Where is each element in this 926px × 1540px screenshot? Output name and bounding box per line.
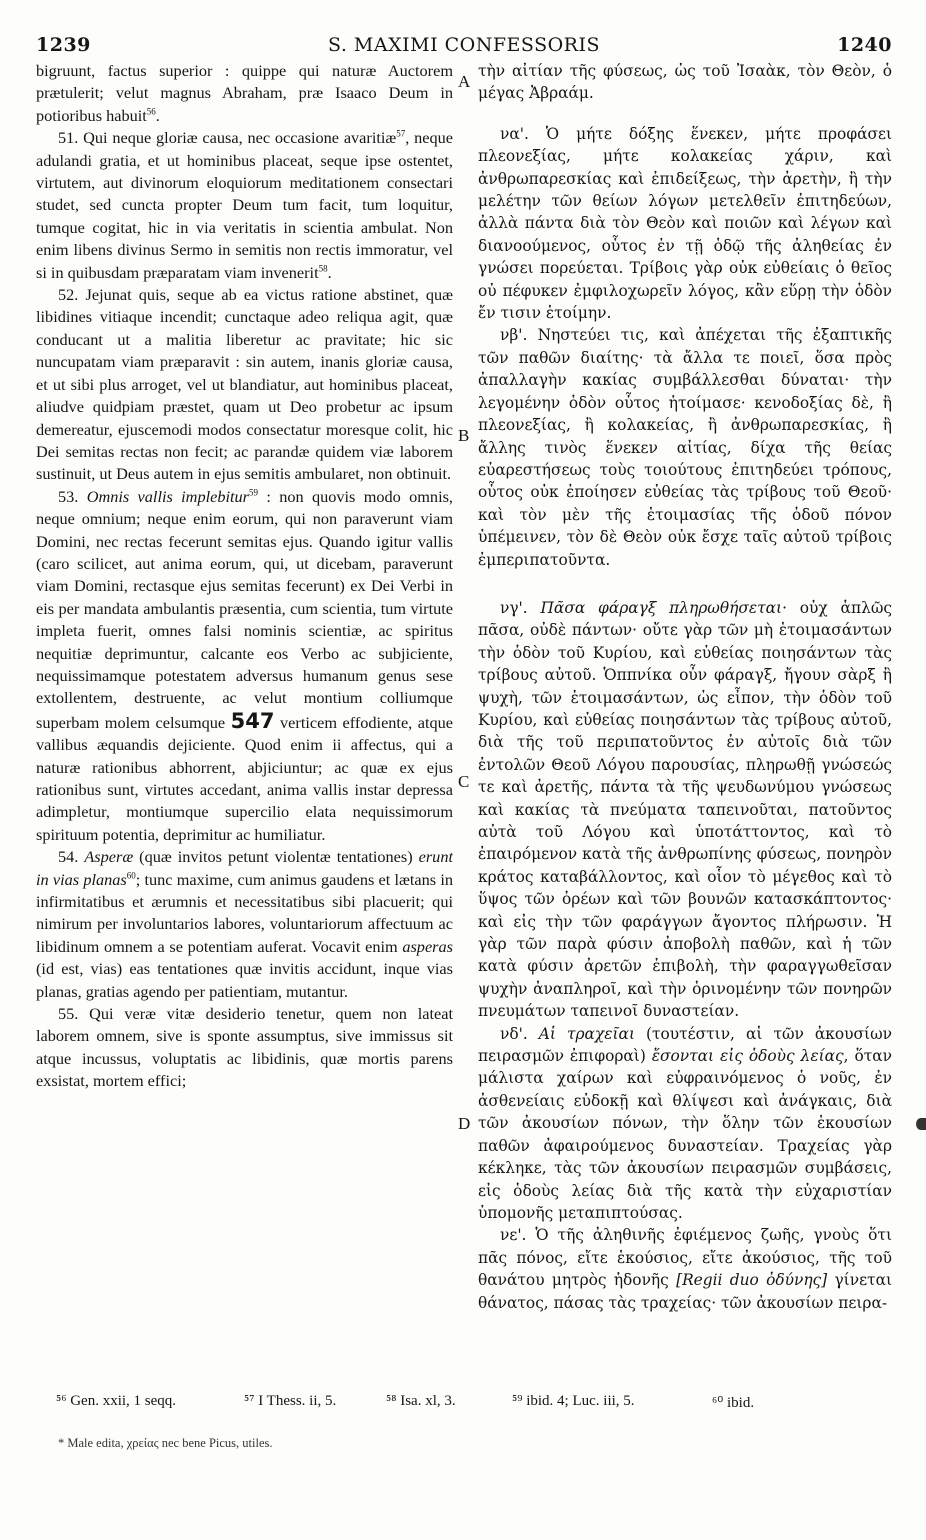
latin-column — [36, 60, 453, 1380]
latin-paragraph-51: 51. Qui neque gloriæ causa, nec occasione avaritiæ$^{57}$, neque adulandi gratia, et ut hominibus placeat, seque ipse ostentet, virtutem, aut divinorum eloquiorum meditationem consectari studet, sed cuncta propter Deum tum facit, tum loquitur, tumque cogitat, hic in via veritatis in scientia ambulat. Non enim libens divinus Sermo in semitis non rectis immoratur, vel si in quibusdam præparatam viam invenerit$^{58}$. — [36, 128, 453, 282]
greek-paragraph-51: να'. Ὁ μήτε δόξης ἕνεκεν, μήτε προφάσει πλεονεξίας, μήτε κολακείας χάριν, καὶ ἀνθρωπαρεσκίας καὶ ἐπιδείξεως, τὴν ἀρετὴν, ἢ τὴν μελέτην τῶν θείων λόγων μετελθεῖν ἐπιτηδεύων, ἀλλὰ πάντα διὰ τὸν Θεὸν καὶ ποιῶν καὶ λέγων καὶ διανοούμενος, οὗτος ἐν τῇ ὁδῷ τῆς ἀληθείας ἐν γνώσει πορεύεται. Τρίβοις γὰρ οὐκ εὐθείαις ὁ θεῖος οὐ πέφυκεν ἐμφιλοχωρεῖν λόγος, κἂν εὕρῃ τὴν ὁδὸν ἔν τισιν ἑτοίμην. — [478, 124, 892, 323]
latin-paragraph-54: 54. Asperæ (quæ invitos petunt violentæ tentationes) erunt in vias planas$^{60}$; tunc maxime, cum animus gaudens et lætans in infirmitatibus et ærumnis et necessitatibus sibi placuerit; qui nimirum per involuntarios labores, voluntariorum affectuum ac libidinum omnem a se potentiam auferat. Vocavit enim asperas (id est, vias) eas tentationes quæ invitis accidunt, inque vias planas, gratias agendo per patientiam, mutantur. — [36, 847, 453, 1001]
greek-paragraph-50-end: τὴν αἰτίαν τῆς φύσεως, ὡς τοῦ Ἰσαὰκ, τὸν Θεὸν, ὁ μέγας Ἀβραάμ. — [478, 62, 892, 103]
latin-paragraph-55: 55. Qui veræ vitæ desiderio tenetur, quem non lateat laborem omnem, sive is sponte assumptus, sive immissus sit atque incussus, voluptatis ac libidinis, quæ mortis parens exsistat, mortem effici; — [36, 1004, 453, 1091]
section-marker-c: C — [458, 772, 470, 791]
footnote-59: ⁵⁹ ibid. 4; Luc. iii, 5. — [512, 1393, 635, 1409]
column-marker-547: 547 — [230, 708, 275, 733]
section-marker-d: D — [458, 1114, 471, 1133]
greek-paragraph-53: νγ'. Πᾶσα φάραγξ πληρωθήσεται· οὐχ ἁπλῶς πᾶσα, οὐδὲ πάντων· οὔτε γὰρ τῶν μὴ ἑτοιμασάντων τὴν ὁδὸν τοῦ Κυρίου, καὶ εὐθείας ποιησάντων τὰς τρίβους αὐτοῦ. Ὁππνίκα οὖν φάραγξ, ἤγουν σὰρξ ἢ ψυχὴ, τῶν ἑτοιμασάντων, ὡς εἶπον, τὴν ὁδὸν τοῦ Κυρίου, καὶ εὐθείας ποιησάντων τὰς τρίβους αὐτοῦ, διὰ τῆς τοῦ περιπατοῦντος ἐν αὐτοῖς διὰ τῶν ἐντολῶν Θεοῦ Λόγου παρουσίας, πληρωθῇ γνώσεώς τε καὶ ἀρετῆς, πάντα τὰ τῆς ψευδωνύμου γνώσεως καὶ κακίας τὰ πνεύματα ταπεινοῦται, πατοῦντος αὐτὰ τοῦ Λόγου καὶ ὑποτάττοντος, καὶ τὸ ἐπαιρόμενον κατὰ τῆς ἀνθρωπίνης φύσεως, πονηρὸν κράτος καταβάλλοντος, καὶ οἷον τὸ μέγεθος καὶ τὸ ὕψος τῶν ὀρέων καὶ τῶν βουνῶν κατασκάπτοντος· καὶ εἰς τὴν τῶν φαράγγων ἄγοντος πλήρωσιν. Ἡ γὰρ τῶν παρὰ φύσιν ἀποβολὴ παθῶν, καὶ ἡ τῶν κατὰ φύσιν ἀρετῶν ἐπιβολὴ, τὴν φαραγγωθεῖσαν ψυχὴν ἀναπληροῖ, καὶ τὴν ὀρινομένην τῶν πονηρῶν πνευμάτων ταπεινοῖ δυναστείαν. — [478, 598, 892, 1021]
greek-column — [478, 60, 892, 1380]
greek-paragraph-54: νδ'. Αἱ τραχεῖαι (τουτέστιν, αἱ τῶν ἀκουσίων πειρασμῶν ἐπιφοραὶ) ἔσονται εἰς ὁδοὺς λείας, ὅταν μάλιστα χαίρων καὶ εὐφραινόμενος ὁ νοῦς, ἐν ἀσθενείαις εὐδοκῇ καὶ θλίψεσι καὶ ἀνάγκαις, διὰ τῶν ἀκουσίων πόνων, τὴν ὅλην τῶν ἑκουσίων παθῶν ἀφαιρούμενος δυναστείαν. Τραχείας γὰρ κέκληκε, τὰς τῶν ἀκουσίων πειρασμῶν συμβάσεις, εἰς ὁδοὺς λείας διὰ τῆς κατὰ τὴν εὐχαριστίαν ὑπομονῆς μεταπιπτούσας. — [478, 1024, 892, 1222]
variant-reading-note: * Male edita, χρείας nec bene Picus, utiles. — [58, 1436, 273, 1450]
greek-paragraph-55: νε'. Ὁ τῆς ἀληθινῆς ἐφιέμενος ζωῆς, γνοὺς ὅτι πᾶς πόνος, εἴτε ἑκούσιος, εἴτε ἀκούσιος, τῆς τοῦ θανάτου μητρὸς ἡδονῆς [Regii duo ὀδύνης] γίνεται θάνατος, πάσας τὰς τραχείας· τῶν ἀκουσίων πειρα- — [478, 1226, 892, 1312]
footnote-60: ⁶⁰ ibid. — [712, 1395, 755, 1411]
greek-paragraph-52: νβ'. Νηστεύει τις, καὶ ἀπέχεται τῆς ἐξαπτικῆς τῶν παθῶν διαίτης· τὰ ἄλλα τε ποιεῖ, ὅσα πρὸς ἀπαλλαγὴν κακίας συμβάλλεσθαι δύναται· τὴν λεγομένην ὁδὸν οὗτος ἡτοίμασε· κενοδοξίας δὲ, ἢ πλεονεξίας, ἢ κολακείας, ἢ ἀνθρωπαρεσκίας, ἢ ἄλλης τινὸς ἕνεκεν αἰτίας, δίχα τῆς θείας εὐαρεστήσεως τοὺς τοιούτους ἐπιτηδεύει τρόπους, οὗτος οὐκ ἐποίησεν εὐθείας τὰς τρίβους τοῦ Θεοῦ· καὶ τὸν μὲν τῆς ἑτοιμασίας τῆς ὁδοῦ πόνον ὑπέμεινεν, τὸν δὲ Θεὸν οὐκ ἔσχε ταῖς αὐτοῦ τρίβοις ἐμπεριπατοῦντα. — [478, 326, 892, 569]
latin-paragraph-50-end: bigruunt, factus superior : quippe qui naturæ Auctorem prætulerit; velut magnus Abraham, præ Isaaco Deum in potioribus habuit$^{56}$. — [36, 61, 453, 125]
section-marker-a: A — [458, 72, 471, 91]
running-title: S. MAXIMI CONFESSORIS — [327, 34, 601, 56]
latin-paragraph-52: 52. Jejunat quis, seque ab ea victus ratione abstinet, quæ libidines vitiaque incendit; cunctaque adeo reliqua agit, quæ conducant ut a malitia liberetur ac pravitate; hic sic nuncupatam viam præparavit : sin autem, inanis gloriæ causa, et ut sibi plus arroget, vel ut blandiatur, aut hominibus placeat, aliudve quidpiam præstet, quam ut Deo probetur ac ipsum demereatur, ejuscemodi modos consectatur moresque colit, hic Dei semitas rectas non fecit; ac parandæ quidem viæ laborem sustinuit, ut Deus autem in ejus semitis ambularet, non obtinuit. — [36, 285, 453, 484]
page-header — [36, 34, 892, 60]
footnote-56: ⁵⁶ Gen. xxii, 1 seqq. — [56, 1393, 177, 1409]
page-number-right: 1240 — [837, 34, 892, 56]
ink-blot — [916, 1118, 926, 1130]
footnote-58: ⁵⁸ Isa. xl, 3. — [386, 1393, 456, 1409]
page-number-left: 1239 — [36, 34, 91, 56]
latin-paragraph-53: 53. Omnis vallis implebitur$^{59}$ : non quovis modo omnis, neque omnium; neque enim eorum, qui non paraverunt viam Domini, nec rectas fecerunt semitas ejus. Quando igitur vallis (caro scilicet, aut anima eorum, qui, ut dicebam, paraverunt viam Domini, rectasque ejus semitas fecerunt) ex Dei Verbi in eis per mandata ambulantis præsentia, cum scientia, tum virtute impleta fuerit, omnes falsi nominis scientiæ, ac spiritus nequitiæ deprimuntur, calcante eos Verbo ac subjiciente, nequissimamque potestatem adversus humanum genus sese extollentem, destruente, ac velut montium colliumque superbam molem celsumque 547 verticem effodiente, atque vallibus æquandis dejiciente. Quod enim ii affectus, qui a naturæ rationibus abhorrent, abjiciuntur; ac quæ ex ejus rationibus sunt, virtutes accedant, anima vallis instar depressa adimpletur, montiumque supercilio elata nequissimorum spirituum potentia, deprimitur ac humiliatur. — [36, 486, 453, 844]
footnote-57: ⁵⁷ I Thess. ii, 5. — [244, 1393, 337, 1409]
section-marker-b: B — [458, 426, 470, 445]
